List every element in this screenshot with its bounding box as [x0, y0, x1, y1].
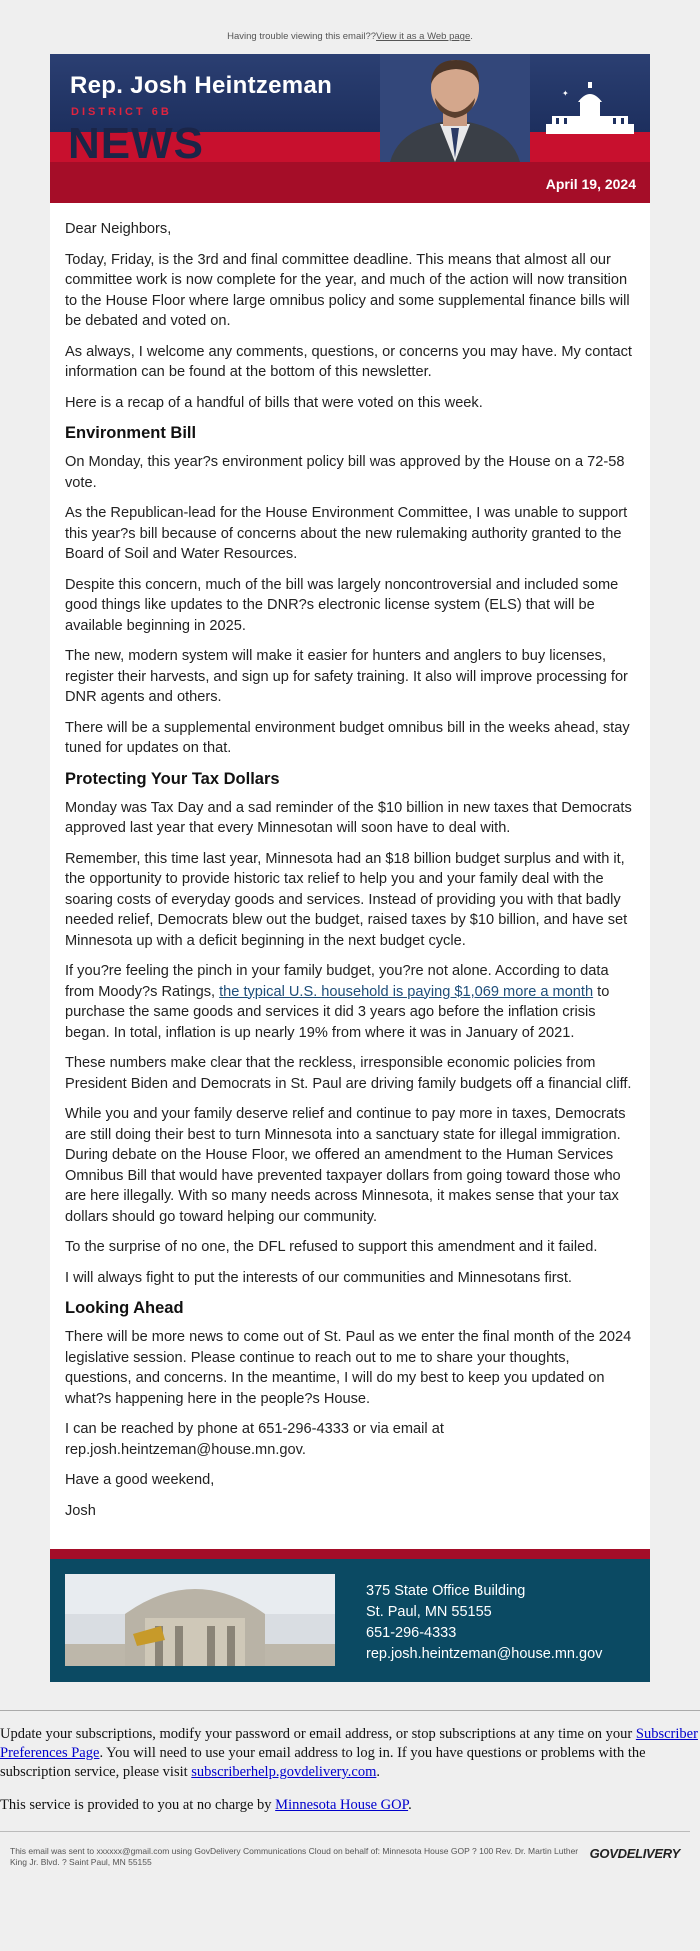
- paragraph: There will be more news to come out of St. Paul as we enter the final month of the 2024 legislative session. Please continue to reach out to me to share your thoughts, questions, and concerns. In the meantime, I will do my best to keep you updated on what?s happening here in the people?s House.: [65, 1329, 632, 1407]
- section-heading-looking-ahead: Looking Ahead: [65, 1299, 184, 1317]
- portrait-image: [380, 54, 530, 162]
- moodys-household-link[interactable]: the typical U.S. household is paying $1,069 more a month: [219, 983, 594, 1000]
- preheader-text: Having trouble viewing this email??: [227, 31, 377, 42]
- legal-text: This email was sent to xxxxxx@gmail.com using GovDelivery Communications Cloud on behalf of: Minnesota House GOP ? 100 Rev. Dr. Martin Luther King Jr. Blvd. ? Saint Paul, MN 55155: [10, 1846, 579, 1867]
- district-label: DISTRICT 6B: [71, 106, 172, 118]
- sign-off: Have a good weekend,: [65, 1472, 215, 1488]
- capitol-photo: [65, 1574, 335, 1666]
- paragraph: As always, I welcome any comments, questions, or concerns you may have. My contact information can be found at the bottom of this newsletter.: [65, 343, 632, 380]
- signature: Josh: [65, 1502, 96, 1519]
- paragraph: These numbers make clear that the reckless, irresponsible economic policies from President Biden and Democrats in St. Paul are driving family budgets off a financial cliff.: [65, 1055, 632, 1092]
- paragraph-with-link: If you?re feeling the pinch in your family budget, you?re not alone. According to data from Moody?s Ratings, the typical U.S. household is paying $1,069 more a month to purchase the same goods and services it did 3 years ago before the inflation crisis began. In total, inflation is up nearly 19% from where it was in January of 2021.: [65, 963, 610, 1041]
- paragraph: Despite this concern, much of the bill was largely noncontroversial and included some good things like updates to the DNR?s electronic license system (ELS) that will be available beginning in 2025.: [65, 576, 619, 634]
- subscriber-help-link[interactable]: subscriberhelp.govdelivery.com: [191, 1764, 377, 1780]
- section-heading-tax: Protecting Your Tax Dollars: [65, 769, 280, 788]
- legal-footer: [0, 1831, 690, 1891]
- news-label: NEWS: [68, 119, 204, 168]
- paragraph: There will be a supplemental environment budget omnibus bill in the weeks ahead, stay tuned for updates on that.: [65, 719, 630, 756]
- govdelivery-logo[interactable]: GOVDELIVERY: [589, 1846, 680, 1861]
- web-version-link[interactable]: View it as a Web page: [376, 31, 471, 42]
- capitol-icon: [542, 78, 638, 134]
- paragraph: I can be reached by phone at 651-296-4333 or via email at rep.josh.heintzeman@house.mn.gov.: [65, 1421, 444, 1458]
- svg-text:✦: ✦: [562, 89, 569, 98]
- paragraph: I will always fight to put the interests of our communities and Minnesotans first.: [65, 1269, 572, 1286]
- subscription-paragraph: Update your subscriptions, modify your password or email address, or stop subscriptions at any time on your Subscriber Preferences Page. You will need to use your email address to log in. If you have questions or problems with the subscription service, please visit subscriberhelp.govdelivery.com.: [0, 1726, 698, 1780]
- contact-footer: [50, 1559, 650, 1682]
- contact-address: [366, 1581, 602, 1665]
- contact-phone: 651-296-4333: [366, 1625, 457, 1641]
- subscription-info: [0, 1710, 700, 1815]
- paragraph: On Monday, this year?s environment policy bill was approved by the House on a 72-58 vote.: [65, 454, 625, 491]
- email-body: [50, 54, 650, 1682]
- minnesota-house-gop-link[interactable]: Minnesota House GOP: [275, 1797, 409, 1813]
- paragraph: As the Republican-lead for the House Environment Committee, I was unable to support this year?s bill because of concerns about the new rulemaking authority granted to the Board of Soil and Water Resources.: [65, 505, 628, 562]
- section-heading-environment: Environment Bill: [65, 424, 197, 442]
- paragraph: Monday was Tax Day and a sad reminder of the $10 billion in new taxes that Democrats approved last year that every Minnesotan will soon have to deal with.: [65, 799, 632, 836]
- letter-content: [50, 203, 650, 1549]
- service-paragraph: This service is provided to you at no charge by Minnesota House GOP.: [0, 1797, 412, 1813]
- paragraph: The new, modern system will make it easier for hunters and anglers to buy licenses, register their harvests, and sign up for safety training. It also will improve processing for DNR agents and others.: [65, 648, 628, 705]
- footer-divider: [50, 1549, 650, 1559]
- preheader: Having trouble viewing this email??View it as a Web page.: [227, 31, 473, 42]
- paragraph: To the surprise of no one, the DFL refused to support this amendment and it failed.: [65, 1239, 598, 1255]
- paragraph: Today, Friday, is the 3rd and final committee deadline. This means that almost all our committee work is now complete for the year, and much of the action will now transition to the House Floor where large omnibus policy and some supplemental finance bills will be debated and voted on.: [65, 251, 630, 329]
- paragraph: Remember, this time last year, Minnesota had an $18 billion budget surplus and with it, the opportunity to provide historic tax relief to help you and your family deal with the soaring costs of everyday goods and services. Instead of providing you with that badly needed relief, Democrats blew out the budget, raised taxes by $10 billion, and have set Minnesota up with a deficit beginning in the next budget cycle.: [65, 850, 628, 949]
- greeting: Dear Neighbors,: [65, 221, 172, 237]
- paragraph: While you and your family deserve relief and continue to pay more in taxes, Democrats are still doing their best to turn Minnesota into a sanctuary state for illegal immigration. During debate on the House Floor, we offered an amendment to the Human Services Omnibus Bill that would have prevented taxpayer dollars from going toward those who are here illegally. With so many needs across Minnesota, it makes sense that your tax dollars should go toward helping our community.: [65, 1106, 626, 1225]
- paragraph: Here is a recap of a handful of bills that were voted on this week.: [65, 394, 483, 411]
- contact-email: rep.josh.heintzeman@house.mn.gov: [366, 1646, 603, 1662]
- representative-name: Rep. Josh Heintzeman: [70, 72, 333, 99]
- subscriber-preferences-link[interactable]: Subscriber Preferences Page: [0, 1726, 698, 1761]
- address-line: 375 State Office Building: [366, 1583, 526, 1599]
- address-city: St. Paul, MN 55155: [366, 1604, 492, 1620]
- newsletter-banner: [50, 54, 650, 203]
- issue-date: April 19, 2024: [545, 176, 636, 192]
